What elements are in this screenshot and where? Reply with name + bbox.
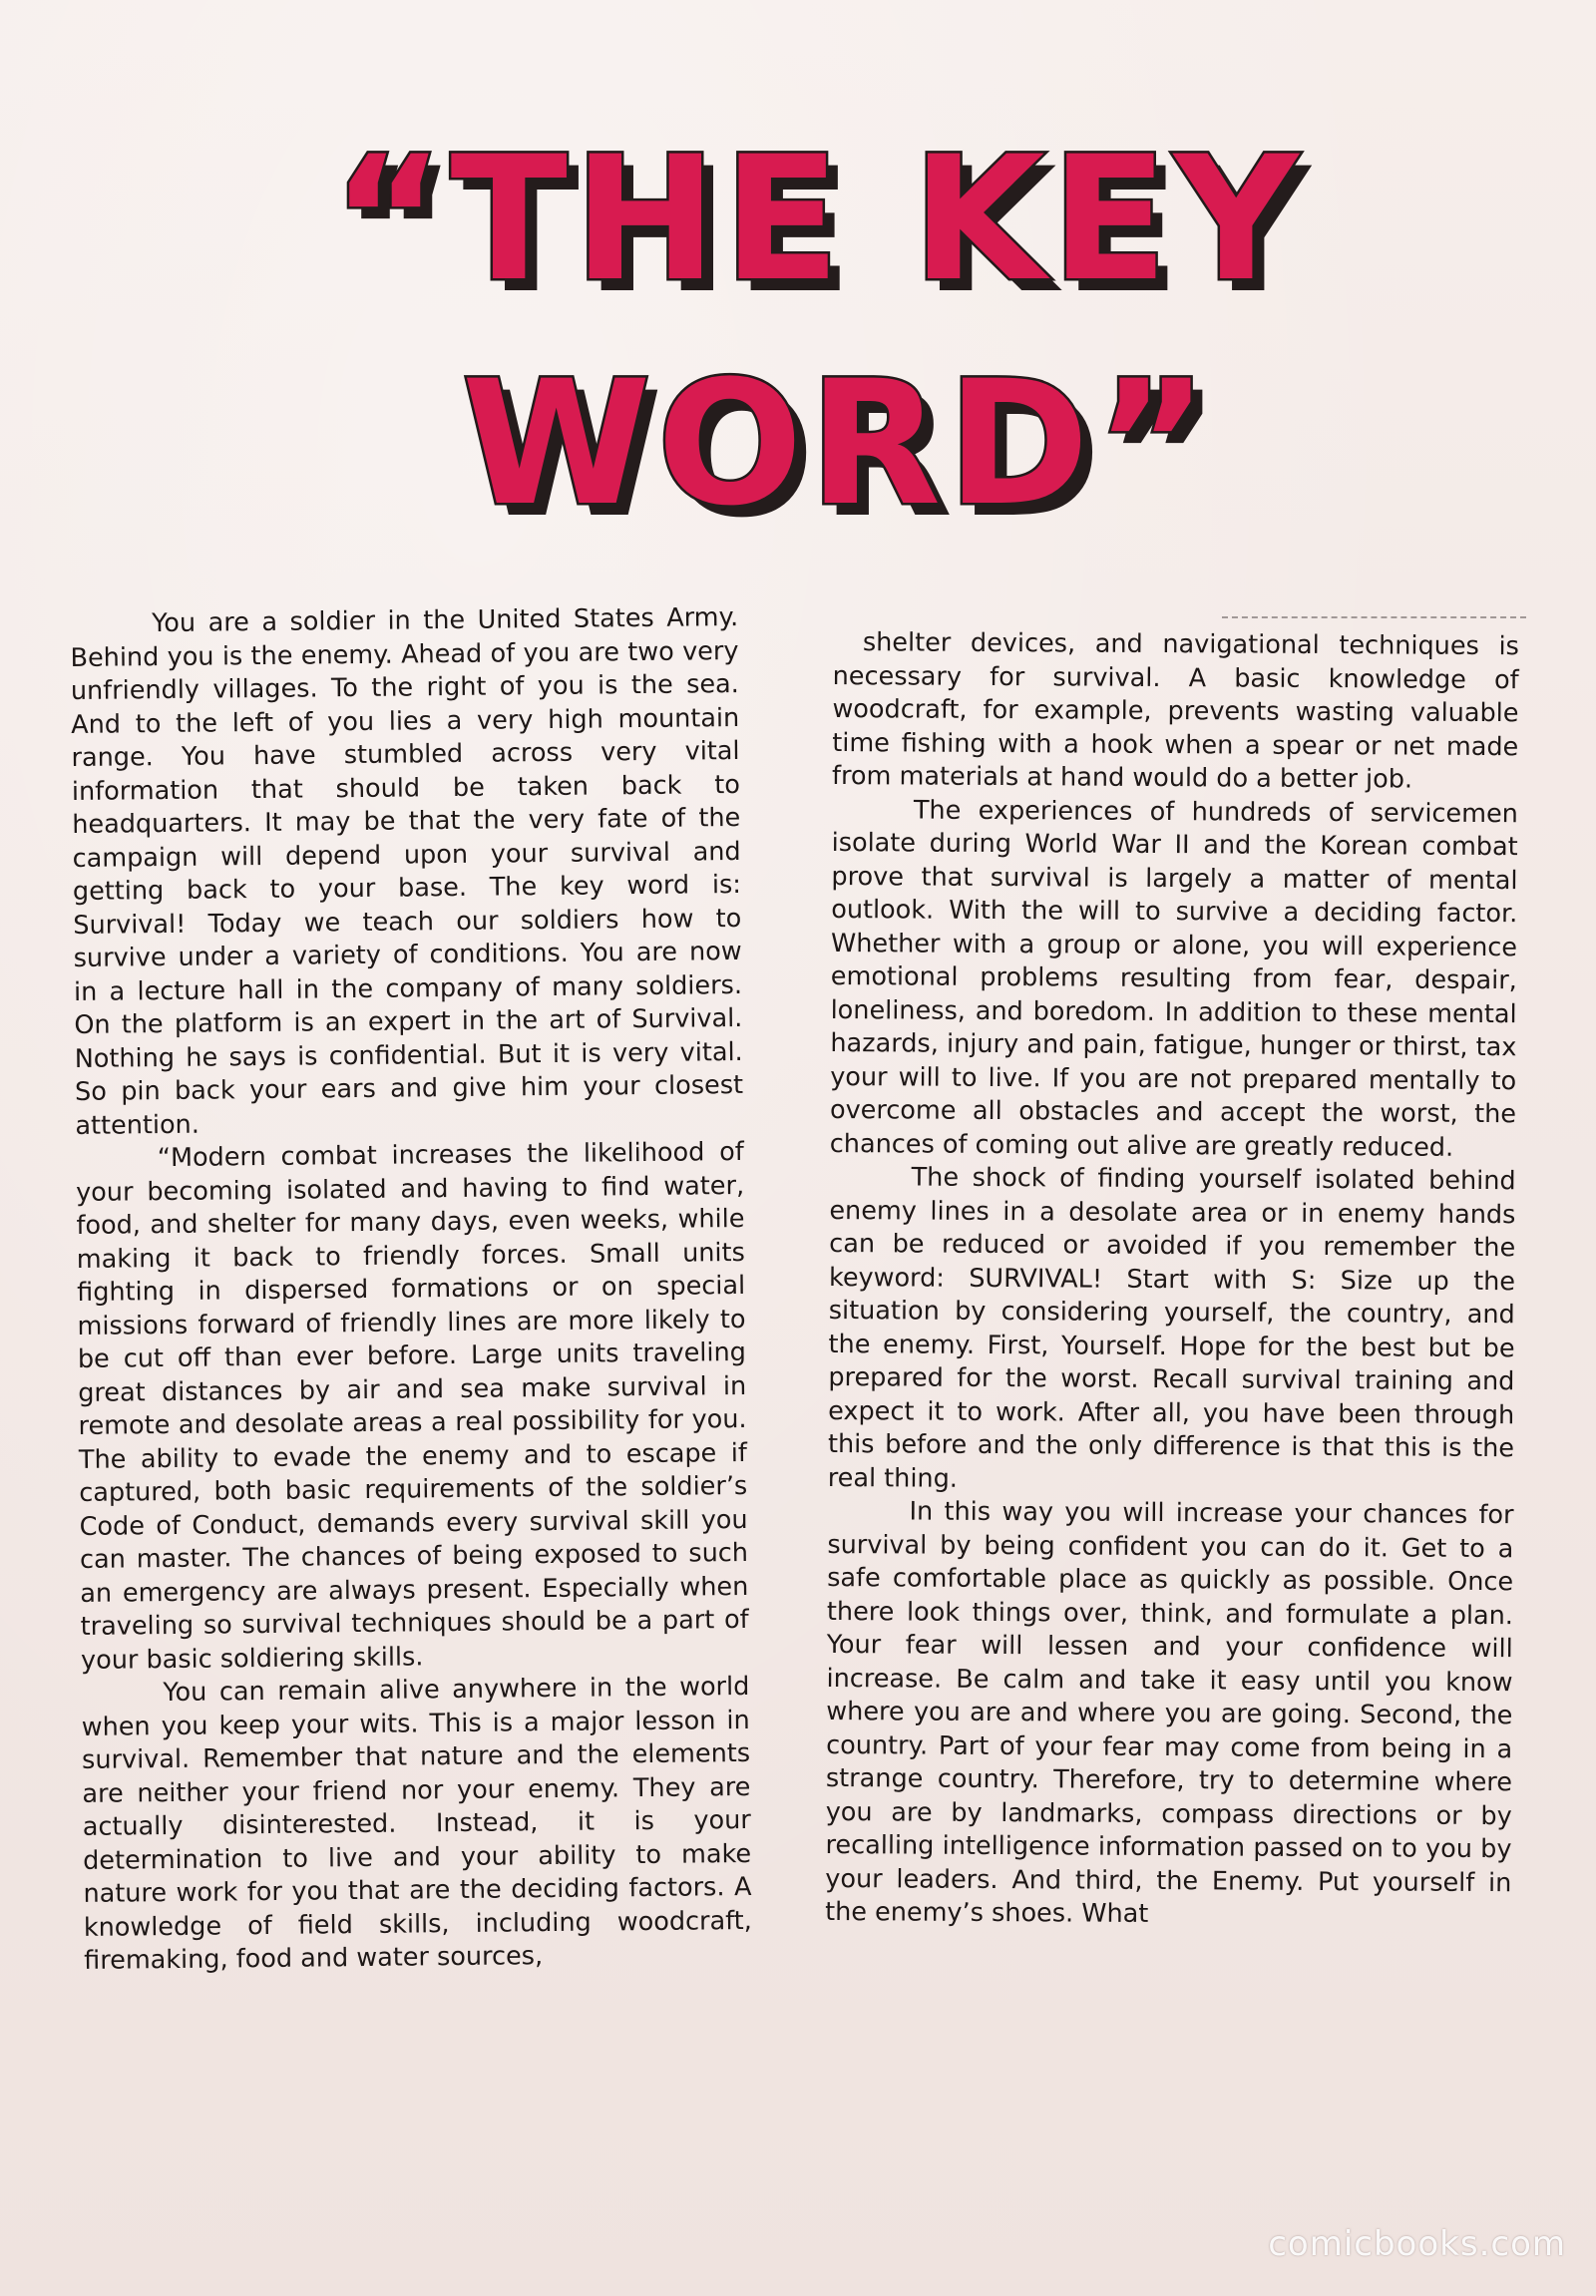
column-divider-mark [1222,616,1526,618]
title-line-2: WORD” [461,343,1215,544]
site-watermark: comicbooks.com [1268,2224,1566,2264]
paragraph: The experiences of hundreds of servicemen isolate during World War II and the Korean combat prove that survival is largely a matter of mental outlook. With the will to survive a deciding factor. Whether with a group or alone, you will experience emotional problems resulting from fear, despair, loneliness, and boredom. In addition to these mental hazards, injury and pain, fatigue, hunger or thirst, tax your will to live. If you are not prepared mentally to overcome all obstacles and accept the worst, the chances of coming out alive are greatly reduced. [829,794,1518,1163]
left-text-column [70,601,752,1978]
paragraph: “Modern combat increases the likelihood of your becoming isolated and having to find water, food, and shelter for many days, even weeks, while making it back to friendly forces. Small units fighting in dispersed formations or on special missions forward of friendly lines are more likely to be cut off than ever before. Large units traveling great distances by air and sea make survival in remote and desolate areas a real possibility for you. The ability to evade the enemy and to escape if captured, both basic requirements of the soldier’s Code of Conduct, demands every survival skill you can master. The chances of being exposed to such an emergency are always present. Especially when traveling so survival techniques should be a part of your basic soldiering skills. [75,1136,749,1676]
right-text-column [825,626,1519,1934]
title-line-1: “THE KEY [331,119,1305,319]
paragraph: You are a soldier in the United States Army. Behind you is the enemy. Ahead of you are two very unfriendly villages. To the right of you is the sea. And to the left of you lies a very high mountain range. You have stumbled across very vital information that should be taken back to headquarters. It may be that the very fate of the campaign will depend upon your survival and getting back to your base. The key word is: Survival! Today we teach our soldiers how to survive under a variety of conditions. You are now in a lecture hall in the company of many soldiers. On the platform is an expert in the art of Survival. Nothing he says is confidential. But it is very vital. So pin back your ears and give him your closest attention. [70,601,744,1141]
paragraph: You can remain alive anywhere in the world when you keep your wits. This is a major lesson in survival. Remember that nature and the elements are neither your friend nor your enemy. They are actually disinterested. Instead, it is your determination to live and your ability to make nature work for you that are the deciding factors. A knowledge of field skills, including woodcraft, firemaking, food and water sources, [81,1671,752,1976]
paragraph: shelter devices, and navigational techniques is necessary for survival. A basic knowledge of woodcraft, for example, prevents wasting valuable time fishing with a hook when a spear or net made from materials at hand would do a better job. [831,627,1519,795]
paragraph: The shock of finding yourself isolated behind enemy lines in a desolate area or in enemy hands can be reduced or avoided if you remember the keyword: SURVIVAL! Start with S: Size up the situation by considering yourself, the country, and the enemy. First, Yourself. Hope for the best but be prepared for the worst. Recall survival training and expect it to work. After all, you have been through this before and the only difference is that this is the real thing. [827,1162,1516,1494]
paragraph: In this way you will increase your chances for survival by being confident you can do it. Get to a safe comfortable place as quickly as possible. Once there look things over, think, and formulate a plan. Your fear will lessen and your confidence will increase. Be calm and take it easy until you know where you are and where you are going. Second, the country. Part of your fear may come from being in a strange country. Therefore, try to determine where you are by landmarks, compass directions or by recalling intelligence information passed on to you by your leaders. And third, the Enemy. Put yourself in the enemy’s shoes. What [825,1496,1514,1929]
